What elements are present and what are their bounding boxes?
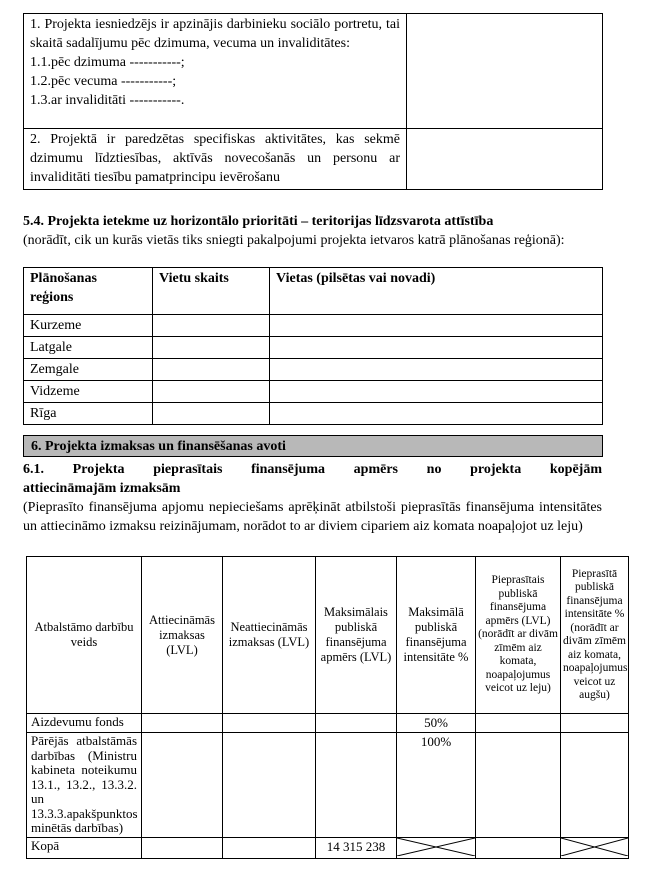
region-places: [270, 403, 603, 425]
section-5-4-note: (norādīt, cik un kurās vietās tiks sniegti pakalpojumi projekta ietvaros katrā plānošanas reģionā):: [23, 233, 565, 248]
crossed-out-cell: [397, 837, 476, 858]
criterion-sub-item: 1.2.pēc vecuma -----------;: [30, 74, 177, 89]
table-row: [24, 129, 603, 190]
table-header-row: [27, 557, 629, 714]
region-places: [270, 381, 603, 403]
max-public-amount-total: 14 315 238: [316, 837, 397, 858]
assessment-table: [23, 13, 603, 190]
region-name: Latgale: [24, 337, 153, 359]
table-header-row: [24, 268, 603, 315]
column-header-count: Vietu skaits: [153, 268, 270, 315]
criterion-cell: [24, 14, 407, 129]
financing-table: [26, 556, 629, 859]
table-row: [27, 714, 629, 733]
region-count: [153, 403, 270, 425]
requested-public-amount-value: [476, 714, 561, 733]
eligible-costs-value: [142, 733, 223, 838]
table-row: [24, 337, 603, 359]
column-header-requested-public-amount: Pieprasītais publiskā finansējuma apmērs (LVL) (norādīt ar divām zīmēm aiz komata, noapaļojumus veicot uz leju): [476, 557, 561, 714]
eligible-costs-value: [142, 837, 223, 858]
section-6-header-bar: 6. Projekta izmaksas un finansēšanas avoti: [23, 435, 603, 457]
x-mark-icon: [561, 838, 628, 856]
table-row: [24, 381, 603, 403]
section-6-1-title-line2: attiecināmajām izmaksām: [23, 481, 181, 496]
criterion-sub-item: 1.3.ar invaliditāti -----------.: [30, 93, 185, 108]
region-count: [153, 381, 270, 403]
column-header-max-public-amount: Maksimālais publiskā finansējuma apmērs (LVL): [316, 557, 397, 714]
region-places: [270, 359, 603, 381]
region-name: Zemgale: [24, 359, 153, 381]
max-public-amount-value: [316, 714, 397, 733]
section-6-1-title-line1: 6.1. Projekta pieprasītais finansējuma apmērs no projekta kopējām: [23, 462, 602, 477]
eligible-costs-value: [142, 714, 223, 733]
column-header-region: Plānošanas reģions: [24, 268, 153, 315]
max-public-amount-value: [316, 733, 397, 838]
activity-name-total: Kopā: [27, 837, 142, 858]
criterion-sub-item: 1.1.pēc dzimuma -----------;: [30, 55, 185, 70]
requested-public-intensity-value: [561, 733, 629, 838]
noneligible-costs-value: [223, 733, 316, 838]
crossed-out-cell: [561, 837, 629, 858]
region-count: [153, 315, 270, 337]
criterion-text: 2. Projektā ir paredzētas specifiskas aktivitātes, kas sekmē dzimumu līdztiesības, aktīvās novecošanās un personu ar invaliditāti tiesību pamatprincipu ievērošanu: [30, 132, 400, 185]
section-6-1-note: (Pieprasīto finansējuma apjomu nepieciešams aprēķināt atbilstoši pieprasītās finansējuma intensitātes un attiecināmo izmaksu reizinājumam, norādot to ar diviem cipariem aiz komata noapaļojot uz leju): [23, 500, 602, 534]
x-mark-icon: [397, 838, 475, 856]
region-count: [153, 359, 270, 381]
table-row: [27, 733, 629, 838]
section-5-4: [23, 212, 602, 250]
max-public-intensity-value: 50%: [397, 714, 476, 733]
requested-public-amount-value: [476, 837, 561, 858]
max-public-intensity-value: 100%: [397, 733, 476, 838]
region-name: Kurzeme: [24, 315, 153, 337]
table-row: [24, 359, 603, 381]
noneligible-costs-value: [223, 837, 316, 858]
requested-public-amount-value: [476, 733, 561, 838]
column-header-noneligible-costs: Neattiecināmās izmaksas (LVL): [223, 557, 316, 714]
region-places: [270, 337, 603, 359]
criterion-text: 1. Projekta iesniedzējs ir apzinājis darbinieku sociālo portretu, tai skaitā sadalījumu pēc dzimuma, vecuma un invaliditātes:: [30, 17, 400, 51]
requested-public-intensity-value: [561, 714, 629, 733]
activity-name: Pārējās atbalstāmās darbības (Ministru kabineta noteikumu 13.1., 13.2., 13.3.2. un 13.3.3.apakšpunktos minētās darbības): [27, 733, 142, 838]
table-row: [24, 14, 603, 129]
table-row: [24, 403, 603, 425]
criterion-value-cell: [407, 129, 603, 190]
column-header-places: Vietas (pilsētas vai novadi): [270, 268, 603, 315]
column-header-max-public-intensity: Maksimālā publiskā finansējuma intensitāte %: [397, 557, 476, 714]
column-header-activity-type: Atbalstāmo darbību veids: [27, 557, 142, 714]
region-name: Vidzeme: [24, 381, 153, 403]
region-count: [153, 337, 270, 359]
regions-table: [23, 267, 603, 425]
column-header-eligible-costs: Attiecināmās izmaksas (LVL): [142, 557, 223, 714]
noneligible-costs-value: [223, 714, 316, 733]
criterion-cell: [24, 129, 407, 190]
region-name: Rīga: [24, 403, 153, 425]
table-row: [24, 315, 603, 337]
section-6-1-title: [23, 460, 602, 498]
table-row-total: [27, 837, 629, 858]
region-places: [270, 315, 603, 337]
column-header-requested-public-intensity: Pieprasītā publiskā finansējuma intensitāte % (norādīt ar divām zīmēm aiz komata, noapaļojumus veicot uz augšu): [561, 557, 629, 714]
section-5-4-title: 5.4. Projekta ietekme uz horizontālo prioritāti – teritorijas līdzsvarota attīstība: [23, 214, 494, 229]
activity-name: Aizdevumu fonds: [27, 714, 142, 733]
criterion-value-cell: [407, 14, 603, 129]
